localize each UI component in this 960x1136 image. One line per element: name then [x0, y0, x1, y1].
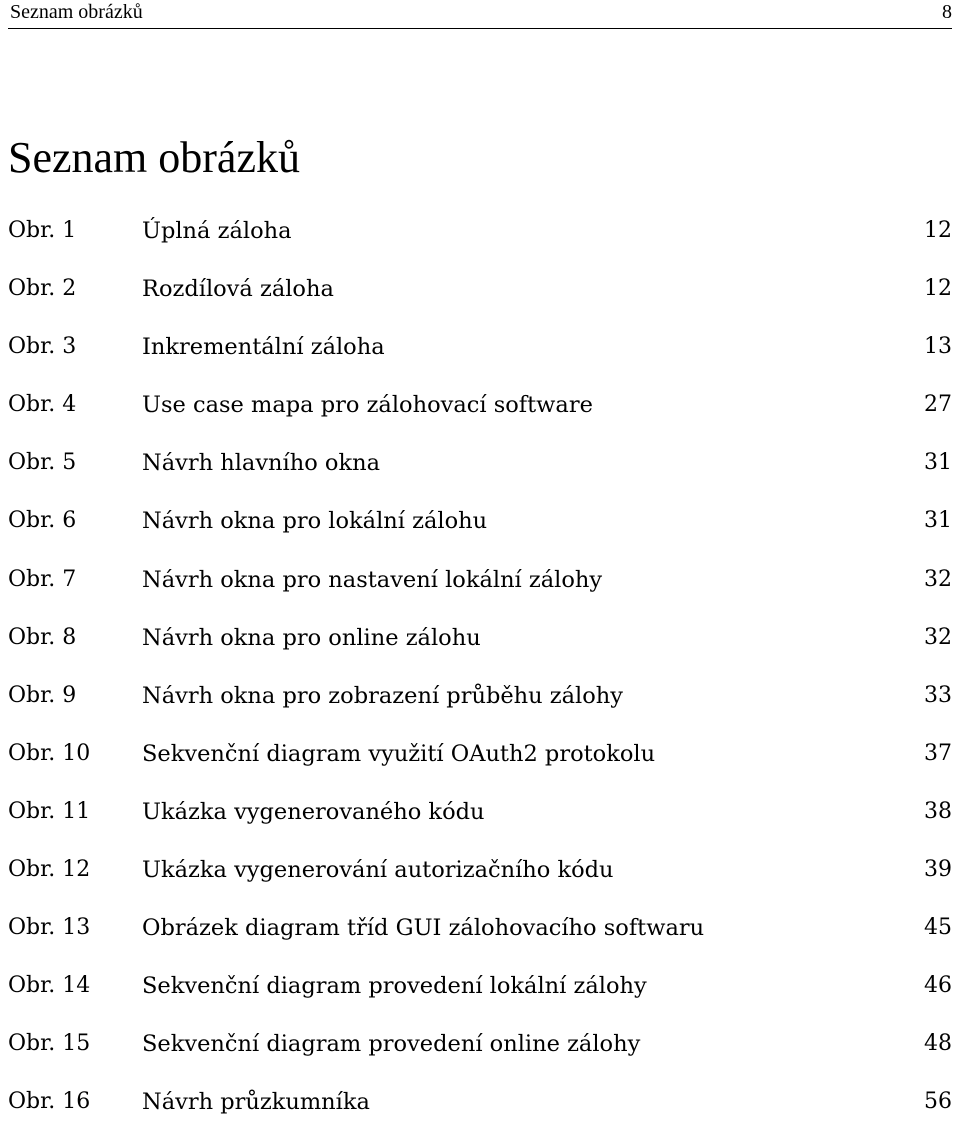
figure-label: Obr. 5 — [8, 450, 77, 476]
figure-label: Obr. 6 — [8, 508, 77, 534]
figure-list-item[interactable] — [8, 496, 952, 554]
figure-title: Ukázka vygenerovaného kódu — [142, 798, 485, 825]
figure-title: Use case mapa pro zálohovací software — [142, 392, 593, 419]
figure-page-number: 31 — [924, 508, 952, 534]
figure-label: Obr. 15 — [8, 1031, 91, 1057]
figure-page-number: 12 — [924, 218, 952, 243]
figure-label: Obr. 3 — [8, 334, 77, 360]
figure-title: Návrh okna pro lokální zálohu — [142, 508, 488, 535]
figure-label: Obr. 8 — [8, 624, 77, 650]
figure-list-item[interactable] — [8, 1077, 952, 1135]
figure-label: Obr. 1 — [8, 218, 77, 243]
figure-page-number: 12 — [924, 276, 952, 302]
figure-label: Obr. 10 — [8, 740, 91, 766]
figure-page-number: 46 — [924, 973, 952, 999]
figure-page-number: 56 — [924, 1089, 952, 1115]
figure-title: Sekvenční diagram provedení lokální zálohy — [142, 973, 647, 1000]
figure-page-number: 27 — [924, 392, 952, 418]
figure-list-item[interactable] — [8, 787, 952, 845]
figure-title: Návrh okna pro online zálohu — [142, 624, 481, 651]
figure-list-item[interactable] — [8, 729, 952, 787]
figure-title: Návrh okna pro zobrazení průběhu zálohy — [142, 682, 624, 709]
figure-page-number: 48 — [924, 1031, 952, 1057]
figure-page-number: 37 — [924, 740, 952, 766]
figure-label: Obr. 2 — [8, 276, 77, 302]
figure-label: Obr. 9 — [8, 682, 77, 708]
figure-title: Sekvenční diagram využití OAuth2 protokolu — [142, 740, 656, 767]
figure-page-number: 31 — [924, 450, 952, 476]
figure-list-item[interactable] — [8, 380, 952, 438]
figure-page-number: 32 — [924, 566, 952, 592]
figure-title: Úplná záloha — [142, 218, 292, 244]
figure-title: Inkrementální záloha — [142, 334, 385, 361]
figure-page-number: 13 — [924, 334, 952, 360]
figure-list — [8, 206, 952, 1136]
figure-page-number: 33 — [924, 682, 952, 708]
figure-title: Obrázek diagram tříd GUI zálohovacího softwaru — [142, 915, 705, 942]
figure-title: Sekvenční diagram provedení online zálohy — [142, 1031, 641, 1058]
page-title: Seznam obrázků — [8, 133, 300, 182]
running-header-title: Seznam obrázků — [10, 1, 143, 23]
figure-title: Návrh okna pro nastavení lokální zálohy — [142, 566, 603, 593]
figure-list-item[interactable] — [8, 671, 952, 729]
figure-title: Rozdílová záloha — [142, 276, 334, 303]
figure-list-item[interactable] — [8, 1019, 952, 1077]
figure-list-item[interactable] — [8, 206, 952, 264]
figure-list-item[interactable] — [8, 961, 952, 1019]
figure-page-number: 39 — [924, 857, 952, 883]
figure-page-number: 45 — [924, 915, 952, 941]
figure-list-item[interactable] — [8, 845, 952, 903]
figure-label: Obr. 7 — [8, 566, 77, 592]
figure-page-number: 38 — [924, 798, 952, 824]
figure-list-item[interactable] — [8, 322, 952, 380]
figure-label: Obr. 12 — [8, 857, 91, 883]
figure-list-item[interactable] — [8, 264, 952, 322]
figure-label: Obr. 4 — [8, 392, 77, 418]
figure-list-item[interactable] — [8, 438, 952, 496]
figure-label: Obr. 11 — [8, 798, 91, 824]
figure-label: Obr. 16 — [8, 1089, 91, 1115]
running-header — [8, 0, 952, 29]
figure-title: Návrh průzkumníka — [142, 1089, 370, 1116]
figure-page-number: 32 — [924, 624, 952, 650]
figure-label: Obr. 13 — [8, 915, 91, 941]
figure-label: Obr. 14 — [8, 973, 91, 999]
figure-list-item[interactable] — [8, 903, 952, 961]
figure-title: Návrh hlavního okna — [142, 450, 380, 477]
figure-title: Ukázka vygenerování autorizačního kódu — [142, 857, 614, 884]
figure-list-item[interactable] — [8, 613, 952, 671]
figure-list-item[interactable] — [8, 555, 952, 613]
running-header-page-number: 8 — [942, 1, 952, 23]
